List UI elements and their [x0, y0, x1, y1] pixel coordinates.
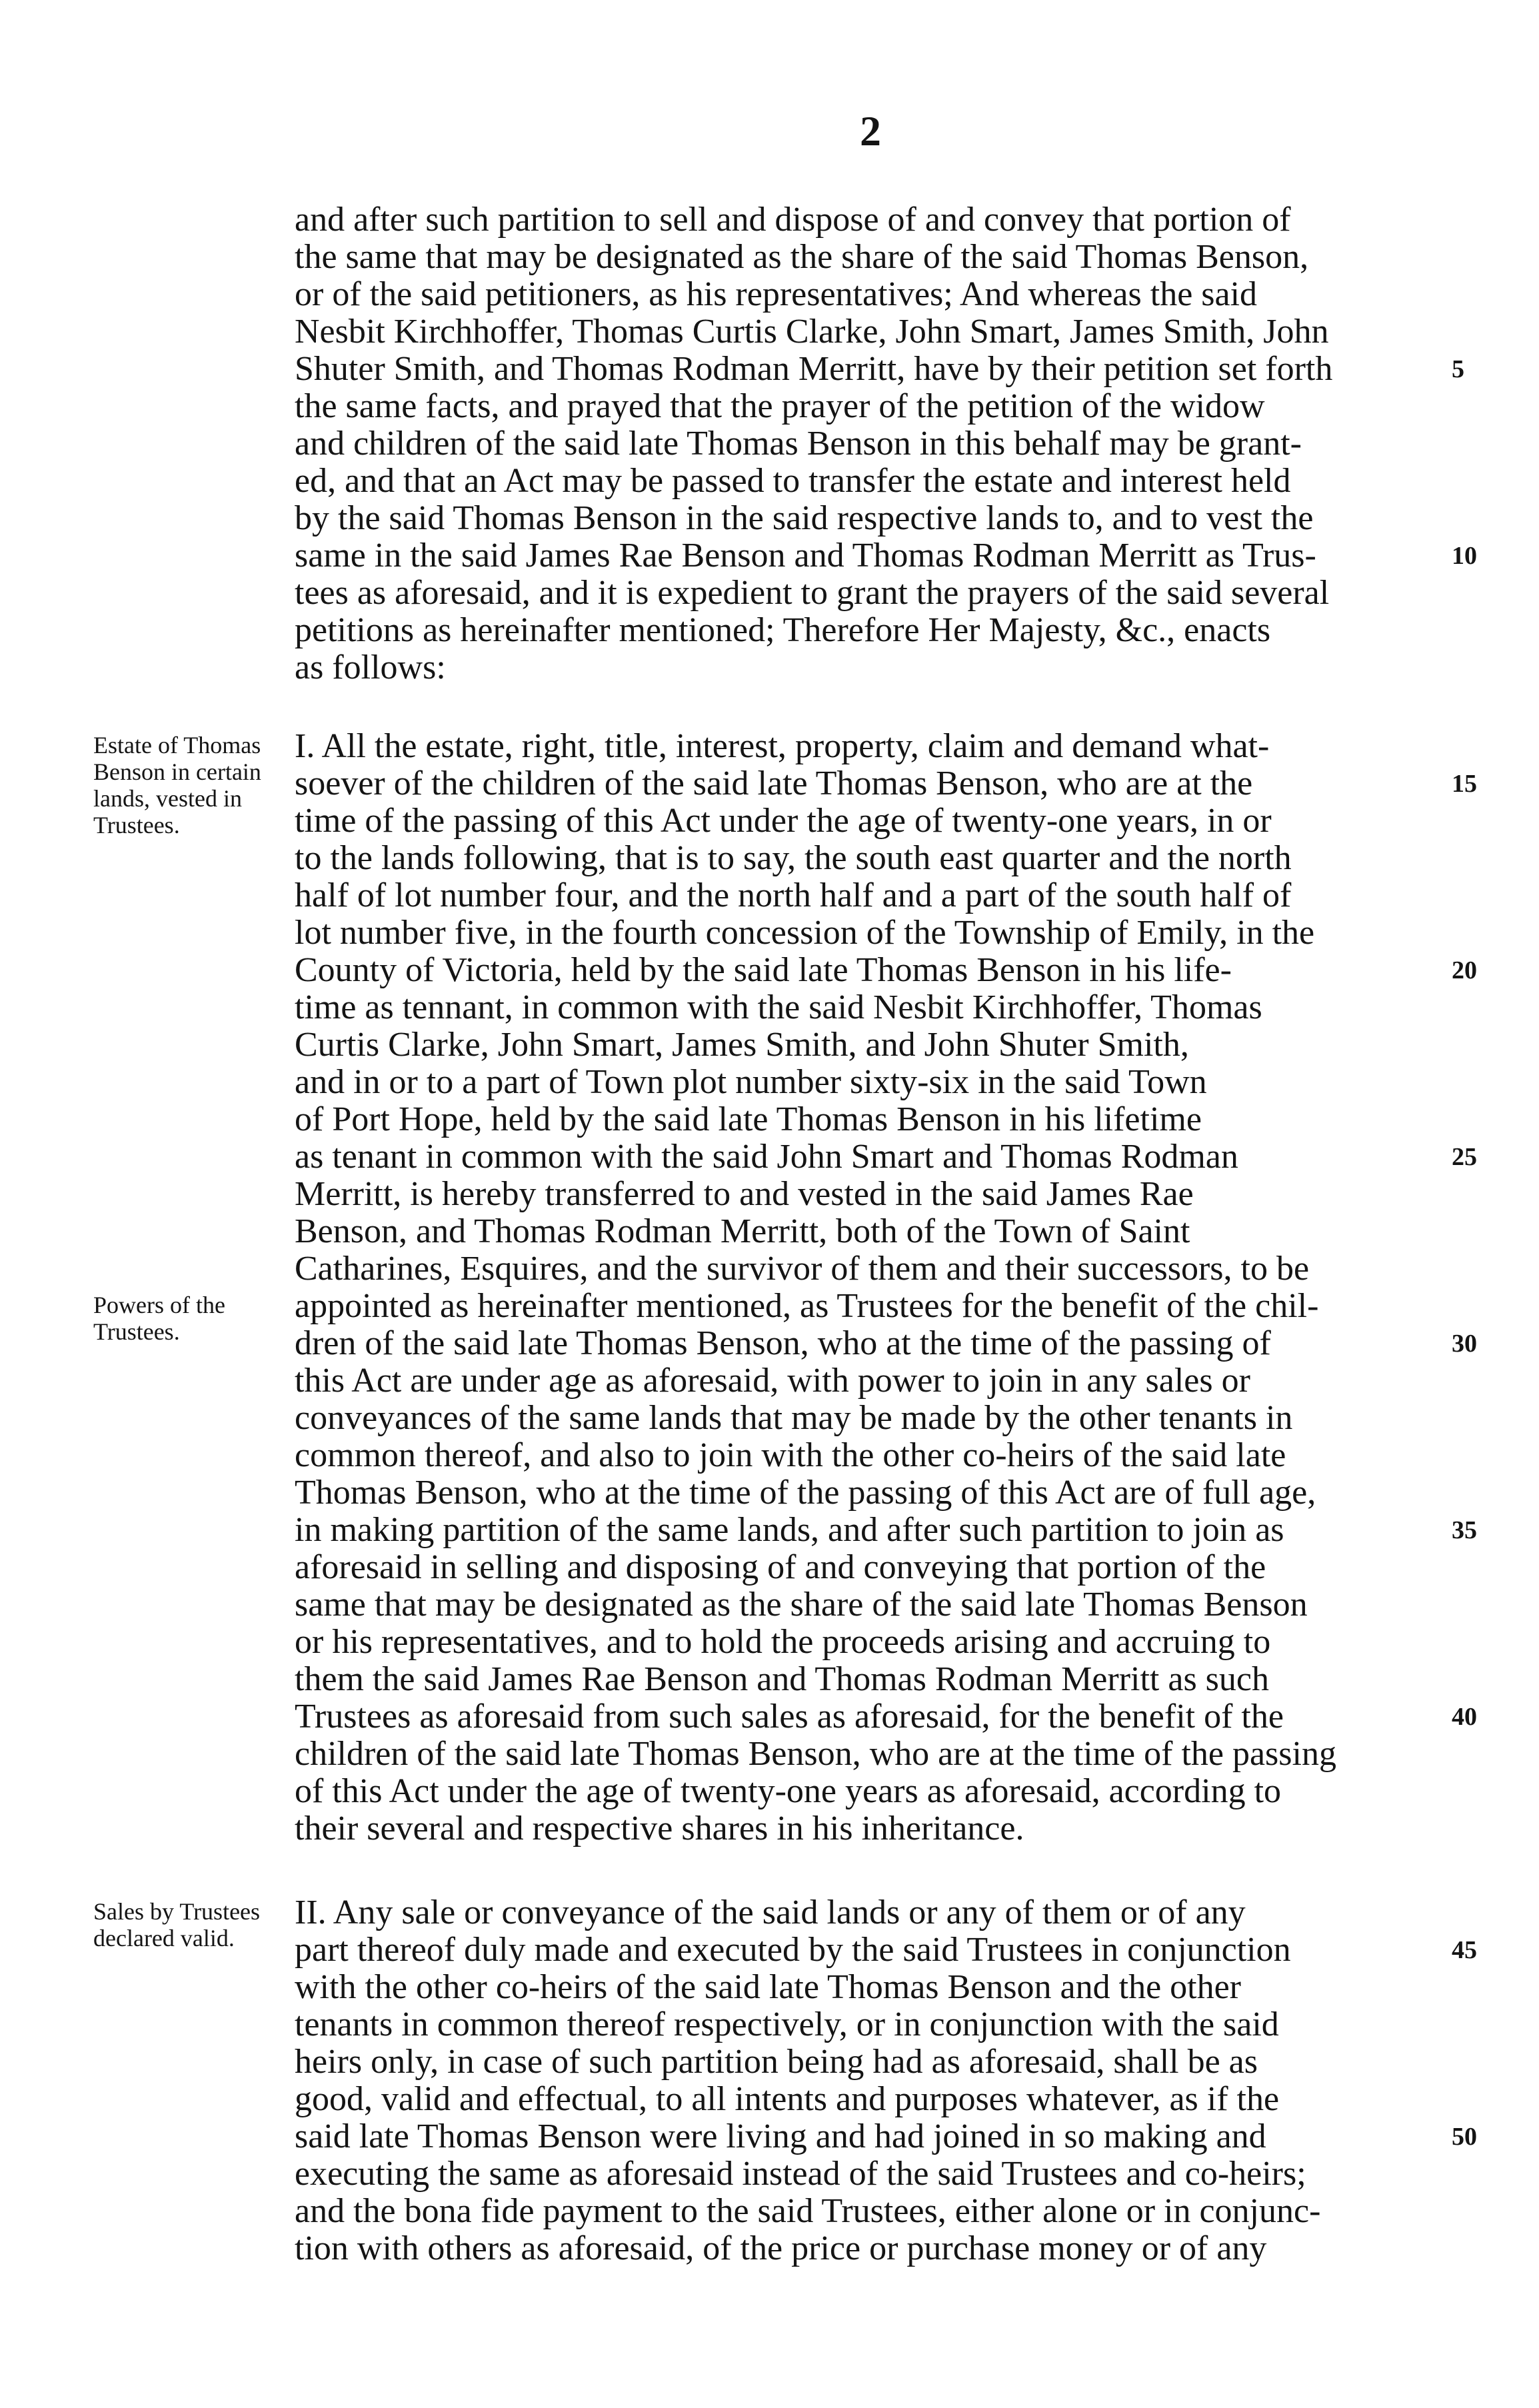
- text-line: good, valid and effectual, to all intents and purposes whatever, as if the: [295, 2080, 1280, 2118]
- text-line: common thereof, and also to join with the other co-heirs of the said late: [295, 1436, 1286, 1474]
- text-line: dren of the said late Thomas Benson, who at the time of the passing of: [295, 1324, 1271, 1362]
- text-line: time of the passing of this Act under the age of twenty-one years, in or: [295, 802, 1272, 840]
- text-line: part thereof duly made and executed by the said Trustees in conjunction: [295, 1931, 1291, 1969]
- text-line: or of the said petitioners, as his representatives; And whereas the said: [295, 275, 1258, 313]
- text-line: the same that may be designated as the share of the said Thomas Benson,: [295, 238, 1309, 276]
- text-line: appointed as hereinafter mentioned, as Trustees for the benefit of the chil-: [295, 1287, 1319, 1325]
- text-line: Nesbit Kirchhoffer, Thomas Curtis Clarke, John Smart, James Smith, John: [295, 313, 1329, 351]
- text-line: as tenant in common with the said John Smart and Thomas Rodman: [295, 1138, 1238, 1176]
- text-line: their several and respective shares in his inheritance.: [295, 1809, 1024, 1847]
- text-line: tion with others as aforesaid, of the price or purchase money or of any: [295, 2229, 1267, 2267]
- text-line: executing the same as aforesaid instead of the said Trustees and co-heirs;: [295, 2155, 1306, 2193]
- text-line: the same facts, and prayed that the prayer of the petition of the widow: [295, 387, 1265, 425]
- line-number: 20: [1452, 956, 1477, 984]
- text-line: I. All the estate, right, title, interest, property, claim and demand what-: [295, 727, 1270, 765]
- margin-note-powers: Powers of the Trustees.: [93, 1292, 225, 1345]
- text-line: half of lot number four, and the north half and a part of the south half of: [295, 876, 1292, 914]
- text-line: petitions as hereinafter mentioned; Therefore Her Majesty, &c., enacts: [295, 611, 1271, 649]
- text-line: Thomas Benson, who at the time of the passing of this Act are of full age,: [295, 1474, 1316, 1512]
- text-line: ed, and that an Act may be passed to transfer the estate and interest held: [295, 462, 1291, 500]
- text-line: Merritt, is hereby transferred to and vested in the said James Rae: [295, 1175, 1194, 1213]
- text-line: conveyances of the same lands that may be made by the other tenants in: [295, 1399, 1293, 1437]
- line-number: 25: [1452, 1143, 1477, 1171]
- text-line: in making partition of the same lands, and after such partition to join as: [295, 1511, 1284, 1549]
- text-line: soever of the children of the said late Thomas Benson, who are at the: [295, 764, 1253, 802]
- text-line: Shuter Smith, and Thomas Rodman Merritt, have by their petition set forth: [295, 350, 1333, 388]
- text-line: heirs only, in case of such partition being had as aforesaid, shall be as: [295, 2043, 1258, 2081]
- text-line: or his representatives, and to hold the proceeds arising and accruing to: [295, 1623, 1271, 1661]
- text-line: II. Any sale or conveyance of the said lands or any of them or of any: [295, 1893, 1246, 1931]
- text-line: and in or to a part of Town plot number sixty-six in the said Town: [295, 1063, 1207, 1101]
- text-line: of Port Hope, held by the said late Thomas Benson in his lifetime: [295, 1100, 1202, 1138]
- text-line: aforesaid in selling and disposing of and conveying that portion of the: [295, 1548, 1266, 1586]
- text-line: and the bona fide payment to the said Trustees, either alone or in conjunc-: [295, 2192, 1321, 2230]
- text-line: Catharines, Esquires, and the survivor of them and their successors, to be: [295, 1250, 1310, 1288]
- text-line: children of the said late Thomas Benson, who are at the time of the passing: [295, 1735, 1336, 1773]
- text-line: tees as aforesaid, and it is expedient to grant the prayers of the said several: [295, 574, 1330, 612]
- line-number: 35: [1452, 1516, 1477, 1544]
- text-line: and children of the said late Thomas Benson in this behalf may be grant-: [295, 425, 1302, 463]
- line-number: 30: [1452, 1330, 1477, 1358]
- line-number: 45: [1452, 1936, 1477, 1964]
- text-line: same that may be designated as the share of the said late Thomas Benson: [295, 1586, 1308, 1624]
- text-line: Trustees as aforesaid from such sales as aforesaid, for the benefit of the: [295, 1698, 1284, 1736]
- text-line: Benson, and Thomas Rodman Merritt, both of the Town of Saint: [295, 1212, 1190, 1250]
- line-number: 10: [1452, 542, 1477, 570]
- text-line: this Act are under age as aforesaid, with power to join in any sales or: [295, 1362, 1250, 1400]
- text-line: same in the said James Rae Benson and Thomas Rodman Merritt as Trus-: [295, 537, 1316, 575]
- margin-note-estate: Estate of Thomas Benson in certain lands, vested in Trustees.: [93, 732, 261, 838]
- text-line: with the other co-heirs of the said late Thomas Benson and the other: [295, 1968, 1241, 2006]
- text-line: time as tennant, in common with the said Nesbit Kirchhoffer, Thomas: [295, 988, 1262, 1026]
- text-line: Curtis Clarke, John Smart, James Smith, and John Shuter Smith,: [295, 1026, 1189, 1064]
- line-number: 50: [1452, 2123, 1477, 2151]
- text-line: and after such partition to sell and dispose of and convey that portion of: [295, 201, 1291, 239]
- page-number: 2: [860, 107, 881, 155]
- text-line: to the lands following, that is to say, the south east quarter and the north: [295, 839, 1292, 877]
- line-number: 5: [1452, 355, 1464, 383]
- text-line: lot number five, in the fourth concession of the Township of Emily, in the: [295, 914, 1315, 952]
- line-number: 40: [1452, 1703, 1477, 1731]
- text-line: County of Victoria, held by the said late Thomas Benson in his life-: [295, 951, 1232, 989]
- line-number: 15: [1452, 770, 1477, 798]
- text-line: of this Act under the age of twenty-one years as aforesaid, according to: [295, 1772, 1282, 1810]
- margin-note-sales: Sales by Trustees declared valid.: [93, 1898, 261, 1951]
- text-line: them the said James Rae Benson and Thomas Rodman Merritt as such: [295, 1660, 1269, 1698]
- text-line: by the said Thomas Benson in the said respective lands to, and to vest the: [295, 499, 1314, 537]
- text-line: as follows:: [295, 648, 446, 686]
- text-line: [295, 2266, 1428, 2306]
- text-line: tenants in common thereof respectively, or in conjunction with the said: [295, 2005, 1279, 2043]
- text-line: said late Thomas Benson were living and had joined in so making and: [295, 2117, 1266, 2155]
